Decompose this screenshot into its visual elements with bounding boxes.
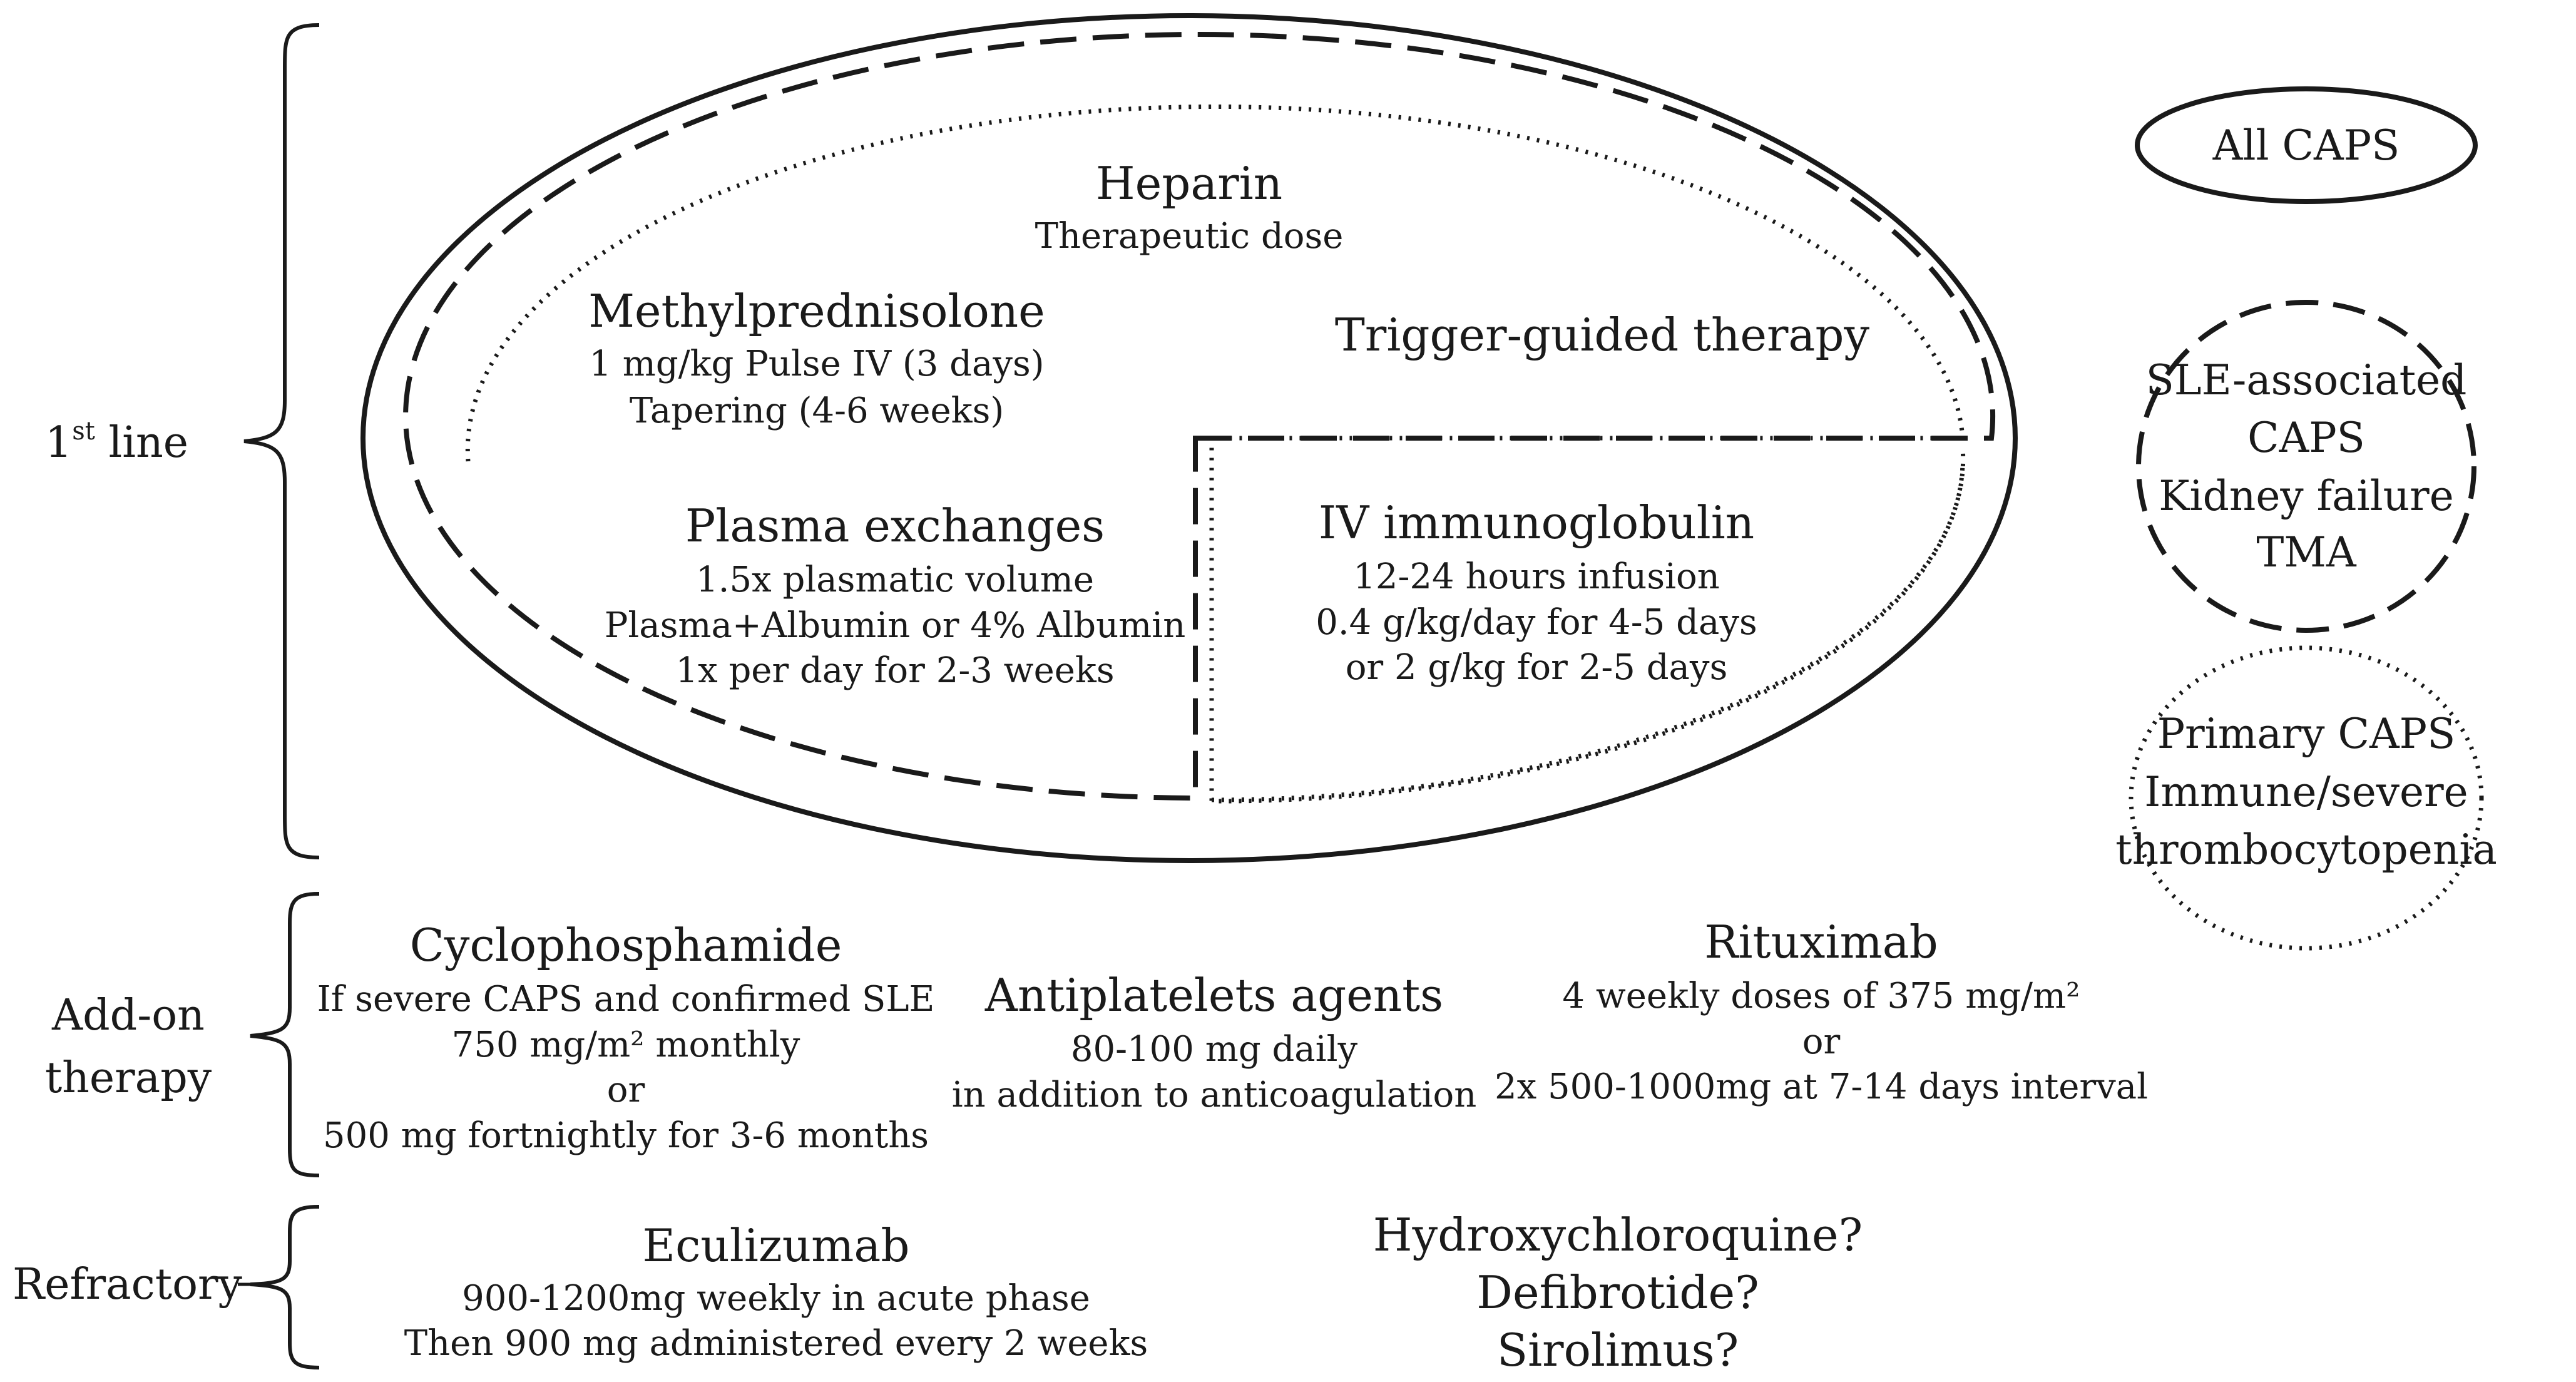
legend-all-caps-text: All CAPS <box>2212 121 2400 170</box>
heparin-title: Heparin <box>1095 157 1283 210</box>
cyclophosphamide-dose-a: 750 mg/m² monthly <box>451 1025 800 1065</box>
eculizumab-title: Eculizumab <box>642 1219 910 1272</box>
trigger-guided-title: Trigger-guided therapy <box>1334 309 1870 361</box>
all-caps-outer-ellipse <box>363 16 2015 861</box>
ivig-title: IV immunoglobulin <box>1318 496 1755 549</box>
methylprednisolone-tapering: Tapering (4-6 weeks) <box>629 391 1004 431</box>
refractory-label: Refractory <box>13 1260 242 1309</box>
rituximab-dose-a: 4 weekly doses of 375 mg/m² <box>1562 976 2080 1016</box>
plasma-exchanges-frequency: 1x per day for 2-3 weeks <box>675 650 1115 691</box>
methylprednisolone-title: Methylprednisolone <box>588 285 1045 337</box>
legend-primary-line2: Immune/severe <box>2144 768 2468 816</box>
cyclophosphamide-dose-b: 500 mg fortnightly for 3-6 months <box>322 1115 929 1156</box>
plasma-exchanges-title: Plasma exchanges <box>685 499 1105 552</box>
addon-label-line1: Add-on <box>52 991 205 1040</box>
first-line-brace <box>244 25 319 857</box>
cyclophosphamide-title: Cyclophosphamide <box>409 919 842 971</box>
legend-sle-line3: Kidney failure <box>2159 472 2454 520</box>
eculizumab-maintenance: Then 900 mg administered every 2 weeks <box>404 1323 1148 1364</box>
first-line-label: 1st line <box>45 417 189 468</box>
legend-sle-line1: SLE-associated <box>2145 356 2467 404</box>
ivig-infusion: 12-24 hours infusion <box>1353 556 1720 597</box>
cyclophosphamide-or: or <box>606 1070 645 1110</box>
legend-primary-line1: Primary CAPS <box>2157 710 2456 758</box>
sirolimus-text: Sirolimus? <box>1496 1324 1739 1376</box>
antiplatelets-title: Antiplatelets agents <box>984 969 1444 1021</box>
primary-region-dotted <box>468 106 1963 801</box>
ivig-dose-a: 0.4 g/kg/day for 4-5 days <box>1316 602 1757 643</box>
rituximab-title: Rituximab <box>1704 916 1938 968</box>
antiplatelets-dose: 80-100 mg daily <box>1070 1029 1358 1070</box>
refractory-brace <box>250 1207 319 1368</box>
hydroxychloroquine-text: Hydroxychloroquine? <box>1372 1209 1863 1261</box>
methylprednisolone-dose: 1 mg/kg Pulse IV (3 days) <box>589 344 1045 384</box>
defibrotide-text: Defibrotide? <box>1476 1266 1759 1319</box>
plasma-exchanges-fluid: Plasma+Albumin or 4% Albumin <box>604 605 1186 646</box>
cyclophosphamide-indication: If severe CAPS and confirmed SLE <box>317 979 935 1020</box>
ivig-dose-b: or 2 g/kg for 2-5 days <box>1345 647 1728 688</box>
addon-label-line2: therapy <box>44 1053 212 1103</box>
rituximab-dose-b: 2x 500-1000mg at 7-14 days interval <box>1494 1067 2149 1107</box>
legend-sle-shape <box>2139 302 2474 630</box>
legend-sle-line4: TMA <box>2256 528 2356 576</box>
eculizumab-acute: 900-1200mg weekly in acute phase <box>462 1278 1090 1319</box>
addon-brace <box>250 894 319 1175</box>
antiplatelets-note: in addition to anticoagulation <box>951 1075 1477 1115</box>
plasma-exchanges-volume: 1.5x plasmatic volume <box>696 560 1094 600</box>
heparin-detail: Therapeutic dose <box>1035 216 1344 257</box>
rituximab-or: or <box>1802 1021 1841 1062</box>
legend-sle-line2: CAPS <box>2247 414 2365 462</box>
legend-primary-line3: thrombocytopenia <box>2115 826 2497 874</box>
